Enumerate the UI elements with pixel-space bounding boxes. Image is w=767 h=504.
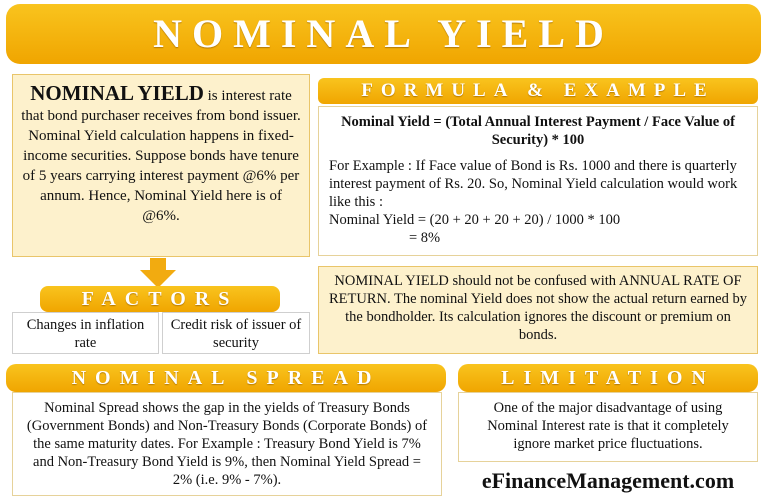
definition-term: NOMINAL YIELD bbox=[30, 81, 204, 105]
spread-text: Nominal Spread shows the gap in the yields of Treasury Bonds (Government Bonds) and Non-Treasury Bonds (Corporate Bonds) of the same maturity dates. For Example : Treasury Bond Yield is 7% and Non-Treasury Bond Yield is 9%, then Nominal Yield Spread = 2% (i.e. 9% - 7%). bbox=[26, 400, 428, 488]
factor-item-label: Credit risk of issuer of security bbox=[170, 317, 302, 351]
arrow-down-icon bbox=[140, 258, 176, 288]
factors-heading-label: FACTORS bbox=[81, 288, 239, 310]
factor-item bbox=[162, 312, 310, 354]
formula-heading-label: FORMULA & EXAMPLE bbox=[361, 80, 715, 101]
spread-heading-label: NOMINAL SPREAD bbox=[71, 367, 381, 389]
spread-box bbox=[12, 392, 442, 496]
brand-text: eFinanceManagement.com bbox=[481, 468, 735, 493]
factors-heading bbox=[40, 286, 280, 312]
definition-box bbox=[12, 74, 310, 257]
note-text: NOMINAL YIELD should not be confused with ANNUAL RATE OF RETURN. The nominal Yield does not show the actual return earned by the bondholder. Its calculation ignores the discount or premium on bonds. bbox=[329, 273, 747, 343]
note-box bbox=[318, 266, 758, 354]
title-banner bbox=[6, 4, 761, 64]
limitation-heading bbox=[458, 364, 758, 392]
factor-item-label: Changes in inflation rate bbox=[26, 317, 145, 351]
example-result: = 8% bbox=[409, 230, 441, 246]
definition-text: is interest rate that bond purchaser receives from bond issuer. Nominal Yield calculation happens in fixed-income securities. Suppose bonds have tenure of 5 years carrying interest payment @6% per annum. Hence, Nominal Yield here is of @6%. bbox=[21, 88, 301, 224]
limitation-heading-label: LIMITATION bbox=[501, 367, 715, 389]
brand-logo bbox=[458, 466, 758, 496]
formula-text: Nominal Yield = (Total Annual Interest Payment / Face Value of Security) * 100 bbox=[341, 114, 735, 148]
example-text: For Example : If Face value of Bond is Rs. 1000 and there is quarterly interest payment of Rs. 20. So, Nominal Yield calculation would work like this : bbox=[329, 158, 738, 210]
limitation-box bbox=[458, 392, 758, 462]
example-calc: Nominal Yield = (20 + 20 + 20 + 20) / 1000 * 100 bbox=[329, 212, 621, 228]
spread-heading bbox=[6, 364, 446, 392]
page-title: NOMINAL YIELD bbox=[153, 11, 614, 56]
factor-item bbox=[12, 312, 159, 354]
formula-box bbox=[318, 106, 758, 256]
limitation-text: One of the major disadvantage of using Nominal Interest rate is that it completely ignore market price fluctuations. bbox=[487, 400, 729, 452]
formula-heading bbox=[318, 78, 758, 104]
